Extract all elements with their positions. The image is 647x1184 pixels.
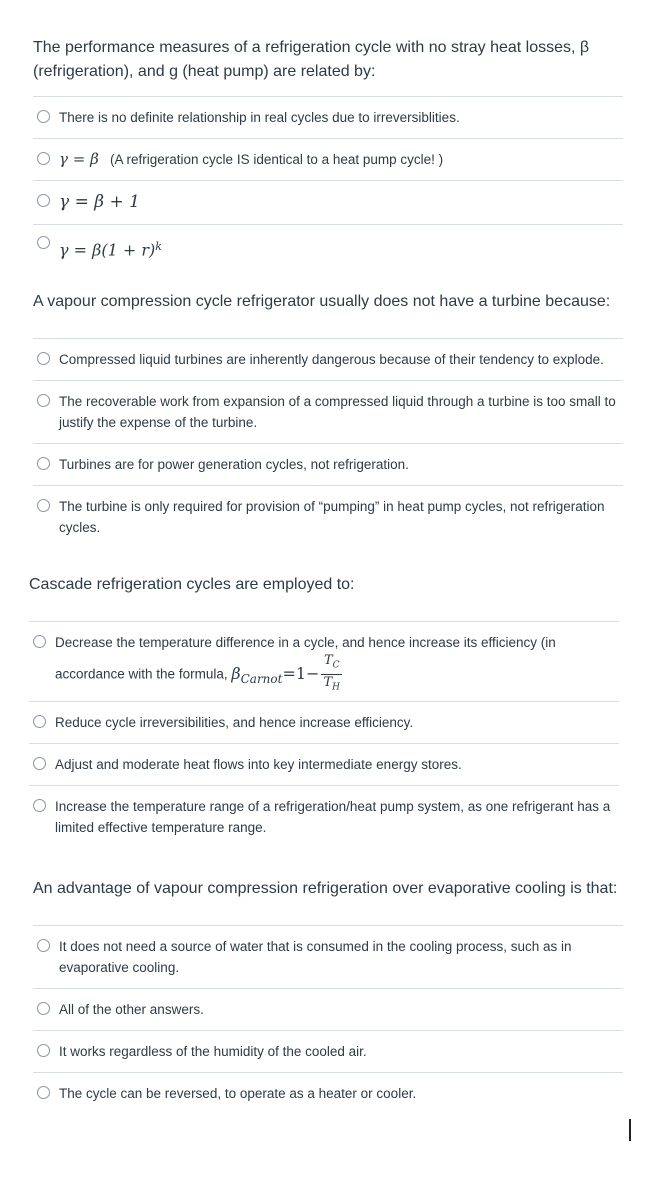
answer-option[interactable]	[33, 925, 623, 988]
radio-button[interactable]	[37, 110, 50, 123]
radio-button[interactable]	[37, 194, 50, 207]
answer-text: Increase the temperature range of a refrigeration/heat pump system, as one refrigerant has a limited effective temperature range.	[55, 799, 611, 836]
answer-text: There is no definite relationship in real cycles due to irreversiblities.	[59, 110, 460, 125]
question-1-options	[33, 96, 623, 268]
radio-button[interactable]	[37, 352, 50, 365]
answer-text: All of the other answers.	[59, 1002, 204, 1017]
radio-button[interactable]	[33, 757, 46, 770]
answer-option[interactable]	[33, 443, 623, 485]
radio-button[interactable]	[37, 236, 50, 249]
formula-fraction	[321, 653, 342, 695]
question-2-options	[33, 338, 623, 548]
answer-option[interactable]	[33, 1072, 623, 1114]
question-4-options	[33, 925, 623, 1114]
question-2	[33, 290, 623, 548]
question-3-text: Cascade refrigeration cycles are employed to:	[29, 576, 355, 593]
answer-option[interactable]	[33, 485, 623, 548]
radio-button[interactable]	[37, 152, 50, 165]
answer-math-exponent: k	[155, 240, 162, 253]
radio-button[interactable]	[37, 394, 50, 407]
radio-button[interactable]	[37, 499, 50, 512]
answer-option[interactable]	[29, 621, 619, 701]
answer-text: (A refrigeration cycle IS identical to a heat pump cycle! )	[110, 152, 444, 167]
answer-option[interactable]	[29, 743, 619, 785]
answer-text: It does not need a source of water that is consumed in the cooling process, such as in evaporative cooling.	[59, 939, 572, 975]
radio-button[interactable]	[37, 1086, 50, 1099]
answer-text: The cycle can be reversed, to operate as a heater or cooler.	[59, 1086, 417, 1101]
formula-equals: =1−	[282, 663, 320, 683]
radio-button[interactable]	[37, 1002, 50, 1015]
question-1-text: The performance measures of a refrigeration cycle with no stray heat losses, β (refrigeration), and g (heat pump) are related by:	[33, 39, 590, 80]
formula-beta: β	[231, 663, 241, 683]
answer-option[interactable]	[33, 988, 623, 1030]
carnot-formula	[231, 653, 344, 693]
question-3	[29, 573, 619, 848]
answer-option[interactable]	[33, 338, 623, 380]
text-cursor	[629, 1119, 631, 1141]
answer-math: γ = β	[59, 150, 99, 168]
answer-text: Compressed liquid turbines are inherently dangerous because of their tendency to explode.	[59, 352, 604, 367]
answer-option[interactable]	[33, 380, 623, 443]
answer-math: γ = β + 1	[59, 192, 140, 212]
radio-button[interactable]	[33, 635, 46, 648]
answer-option[interactable]	[33, 180, 623, 224]
answer-option[interactable]	[33, 224, 623, 268]
radio-button[interactable]	[37, 1044, 50, 1057]
answer-text: Adjust and moderate heat flows into key intermediate energy stores.	[55, 757, 462, 773]
question-4-text: An advantage of vapour compression refrigeration over evaporative cooling is that:	[33, 880, 618, 897]
formula-denominator: $T_H$	[323, 674, 340, 693]
question-1	[33, 36, 623, 268]
answer-option[interactable]	[33, 138, 623, 180]
radio-button[interactable]	[33, 799, 46, 812]
answer-text: Turbines are for power generation cycles, not refrigeration.	[59, 457, 409, 472]
answer-text: It works regardless of the humidity of the cooled air.	[59, 1044, 367, 1059]
answer-text: Decrease the temperature difference in a cycle, and hence increase its efficiency (in accordance with the formula,	[55, 635, 556, 682]
question-4	[33, 877, 623, 1114]
answer-math: γ = β(1 + r)	[59, 240, 156, 260]
question-3-options	[29, 621, 619, 848]
answer-option[interactable]	[33, 1030, 623, 1072]
formula-numerator: $T_C$	[321, 653, 342, 675]
answer-option[interactable]	[29, 785, 619, 848]
answer-text: Reduce cycle irreversibilities, and hence increase efficiency.	[55, 715, 414, 731]
formula-subscript: Carnot	[240, 671, 283, 686]
radio-button[interactable]	[37, 457, 50, 470]
answer-text: The recoverable work from expansion of a compressed liquid through a turbine is too small to justify the expense of the turbine.	[59, 394, 616, 430]
radio-button[interactable]	[33, 715, 46, 728]
question-2-text: A vapour compression cycle refrigerator usually does not have a turbine because:	[33, 293, 611, 310]
answer-text: The turbine is only required for provision of “pumping” in heat pump cycles, not refrigeration cycles.	[59, 499, 605, 535]
radio-button[interactable]	[37, 939, 50, 952]
answer-option[interactable]	[33, 96, 623, 138]
answer-option[interactable]	[29, 701, 619, 743]
